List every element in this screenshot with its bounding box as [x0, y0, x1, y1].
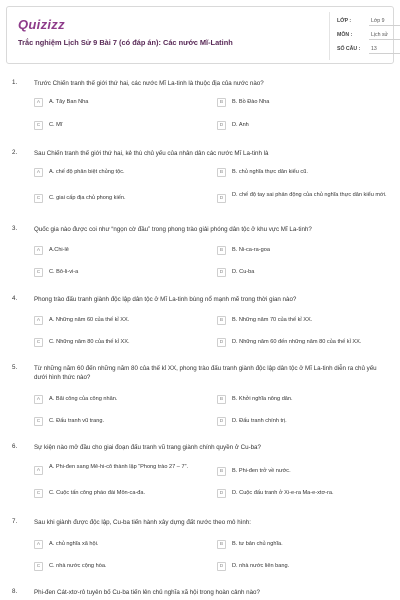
option-text: B. Khởi nghĩa nông dân.: [232, 396, 293, 402]
question-number: 1.: [12, 79, 18, 86]
option-text: C. giai cấp địa chủ phong kiến.: [49, 195, 126, 201]
meta-count-value: 13: [371, 46, 377, 52]
option-text: B. chủ nghĩa thực dân kiểu cũ.: [232, 169, 308, 175]
question-text: Quốc gia nào được coi như “ngọn cờ đầu” trong phong trào giải phóng dân tộc ở khu vực Mĩ La-tinh?: [34, 226, 312, 233]
option-letter: C: [34, 562, 43, 571]
option-c[interactable]: [34, 338, 204, 350]
option-a[interactable]: [34, 168, 204, 180]
option-letter: C: [34, 338, 43, 347]
option-text: A. chế độ phân biệt chủng tộc.: [49, 169, 125, 175]
option-d[interactable]: [217, 191, 392, 209]
question-text: Sau khi giành được độc lập, Cu-ba tiến hành xây dựng đất nước theo mô hình:: [34, 519, 251, 526]
option-c[interactable]: [34, 489, 204, 501]
option-text: C. Cuộc tấn công pháo đài Môn-ca-đa.: [49, 490, 146, 496]
option-letter: C: [34, 489, 43, 498]
meta-grade-line: [369, 25, 400, 26]
question-number: 7.: [12, 518, 18, 525]
option-letter: B: [217, 540, 226, 549]
option-text: D. Cuộc đấu tranh ở Xi-e-ra Ma-e-xtơ-ra.: [232, 490, 334, 496]
option-letter: C: [34, 268, 43, 277]
meta-subject-label: MÔN :: [337, 32, 353, 38]
meta-count-line: [369, 53, 400, 54]
option-letter: B: [217, 246, 226, 255]
option-b[interactable]: [217, 168, 392, 180]
option-d[interactable]: [217, 417, 392, 429]
quizizz-logo: Quizizz: [18, 17, 65, 32]
option-d[interactable]: [217, 121, 392, 133]
option-letter: A: [34, 98, 43, 107]
option-d[interactable]: [217, 268, 392, 280]
question-number: 3.: [12, 225, 18, 232]
option-a[interactable]: [34, 98, 204, 110]
option-b[interactable]: [217, 540, 392, 552]
option-c[interactable]: [34, 417, 204, 429]
question-text: Sau Chiến tranh thế giới thứ hai, kẻ thù chủ yếu của nhân dân các nước Mĩ La-tinh là: [34, 150, 269, 157]
option-letter: B: [217, 98, 226, 107]
option-c[interactable]: [34, 121, 204, 133]
question-text: Phong trào đấu tranh giành độc lập dân tộc ở Mĩ La-tinh bùng nổ mạnh mẽ trong thời gian nào?: [34, 296, 297, 303]
option-text: D. Anh: [232, 122, 249, 128]
option-text: A. Bãi công của công nhân.: [49, 396, 118, 402]
option-letter: D: [217, 417, 226, 426]
option-d[interactable]: [217, 562, 392, 574]
option-text: C. Đấu tranh vũ trang.: [49, 418, 105, 424]
option-text: D. Đấu tranh chính trị.: [232, 418, 287, 424]
option-b[interactable]: [217, 246, 392, 258]
option-text: C. Bô-li-vi-a: [49, 269, 79, 275]
option-c[interactable]: [34, 562, 204, 574]
meta-grade-label: LỚP :: [337, 18, 352, 24]
option-text: B. Ni-ca-ra-goa: [232, 247, 270, 253]
option-a[interactable]: [34, 395, 204, 407]
option-letter: D: [217, 121, 226, 130]
option-text: D. Cu-ba: [232, 269, 255, 275]
option-letter: A: [34, 168, 43, 177]
option-text: A. Tây Ban Nha: [49, 99, 89, 105]
quiz-header: [6, 6, 394, 64]
option-letter: C: [34, 121, 43, 130]
option-text: A. Những năm 60 của thế kỉ XX.: [49, 317, 130, 323]
option-letter: D: [217, 489, 226, 498]
header-divider: [329, 12, 330, 60]
quiz-title: Trắc nghiệm Lịch Sử 9 Bài 7 (có đáp án): Các nước Mĩ-Latinh: [18, 38, 233, 47]
option-text: D. chế độ tay sai phản động của chủ nghĩa thực dân kiểu mới.: [232, 192, 387, 198]
option-a[interactable]: [34, 463, 204, 481]
option-letter: D: [217, 268, 226, 277]
question-text: Phi-đen Cát-xtơ-rô tuyên bố Cu-ba tiến lên chủ nghĩa xã hội trong hoàn cảnh nào?: [34, 589, 260, 596]
option-letter: D: [217, 562, 226, 571]
meta-subject-line: [369, 39, 400, 40]
option-d[interactable]: [217, 338, 397, 350]
option-b[interactable]: [217, 395, 392, 407]
option-letter: C: [34, 417, 43, 426]
question-text: Trước Chiến tranh thế giới thứ hai, các nước Mĩ La-tinh là thuộc địa của nước nào?: [34, 80, 264, 87]
option-text: D. nhà nước liên bang.: [232, 563, 290, 569]
option-text: D. Những năm 60 đến những năm 80 của thế kỉ XX.: [232, 339, 362, 345]
meta-subject-value: Lịch sử: [371, 32, 389, 38]
option-letter: A: [34, 395, 43, 404]
option-text: B. tư bản chủ nghĩa.: [232, 541, 283, 547]
option-text: A. Phi-đen sang Mê-hi-cô thành lập “Phong trào 27 – 7”.: [49, 464, 188, 470]
option-letter: A: [34, 466, 43, 475]
option-c[interactable]: [34, 194, 204, 206]
meta-grade-value: Lớp 9: [371, 18, 385, 24]
option-a[interactable]: [34, 540, 204, 552]
question-number: 8.: [12, 588, 18, 595]
option-letter: D: [217, 194, 226, 203]
option-letter: A: [34, 246, 43, 255]
option-letter: B: [217, 395, 226, 404]
option-b[interactable]: [217, 98, 392, 110]
option-text: C. Những năm 80 của thế kỉ XX.: [49, 339, 130, 345]
option-letter: B: [217, 168, 226, 177]
question-number: 6.: [12, 443, 18, 450]
option-letter: A: [34, 316, 43, 325]
option-b[interactable]: [217, 467, 392, 479]
option-text: B. Phi-đen trở về nước.: [232, 468, 291, 474]
question-text: Từ những năm 60 đến những năm 80 của thế kỉ XX, phong trào đấu tranh giành độc lập dân tộc ở Mĩ La-tinh diễn ra chủ yếu dưới hình thức nào?: [34, 365, 377, 381]
option-text: A. chủ nghĩa xã hội.: [49, 541, 99, 547]
option-b[interactable]: [217, 316, 392, 328]
option-letter: B: [217, 316, 226, 325]
option-letter: D: [217, 338, 226, 347]
question-text: Sự kiện nào mở đầu cho giai đoạn đấu tranh vũ trang giành chính quyền ở Cu-ba?: [34, 444, 261, 451]
option-letter: B: [217, 467, 226, 476]
option-text: B. Bồ Đào Nha: [232, 99, 270, 105]
option-a[interactable]: [34, 246, 204, 258]
option-text: B. Những năm 70 của thế kỉ XX.: [232, 317, 313, 323]
question-number: 2.: [12, 149, 18, 156]
option-letter: A: [34, 540, 43, 549]
option-text: C. Mĩ: [49, 122, 63, 128]
question-number: 4.: [12, 295, 18, 302]
option-letter: C: [34, 194, 43, 203]
option-c[interactable]: [34, 268, 204, 280]
question-number: 5.: [12, 364, 18, 371]
option-a[interactable]: [34, 316, 204, 328]
option-text: C. nhà nước cộng hòa.: [49, 563, 107, 569]
option-d[interactable]: [217, 489, 392, 501]
meta-count-label: SỐ CÂU :: [337, 46, 361, 52]
option-text: A.Chi-lê: [49, 247, 69, 253]
